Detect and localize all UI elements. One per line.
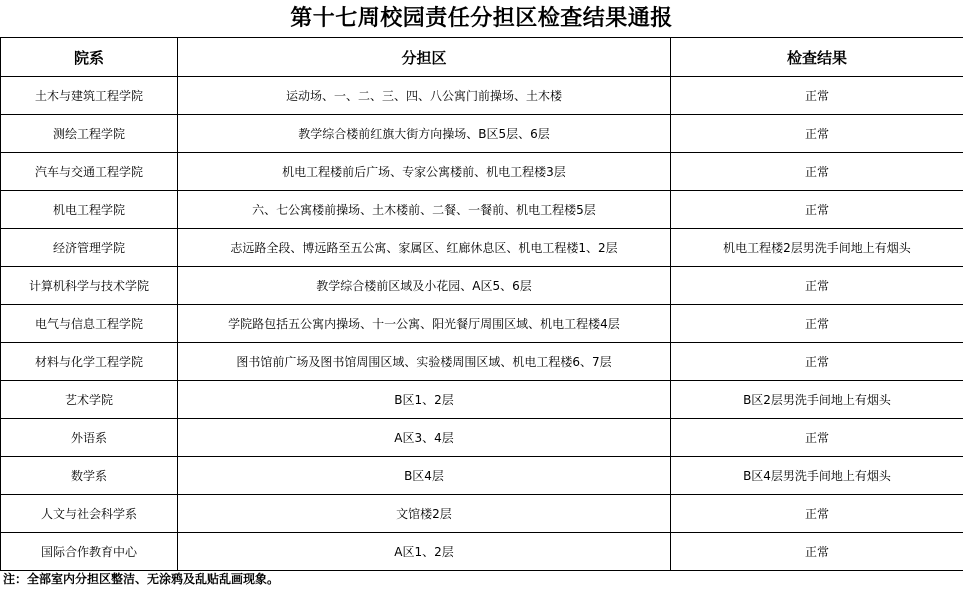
cell-result: 正常 <box>671 305 963 343</box>
table-row <box>1 457 963 495</box>
cell-result: B区4层男洗手间地上有烟头 <box>671 457 963 495</box>
cell-result: 机电工程楼2层男洗手间地上有烟头 <box>671 229 963 267</box>
cell-area: 六、七公寓楼前操场、土木楼前、二餐、一餐前、机电工程楼5层 <box>178 191 671 229</box>
cell-area: 教学综合楼前红旗大街方向操场、B区5层、6层 <box>178 115 671 153</box>
cell-area: A区1、2层 <box>178 533 671 571</box>
table-header-row <box>1 38 963 77</box>
cell-department: 人文与社会科学系 <box>1 495 178 533</box>
cell-area: 学院路包括五公寓内操场、十一公寓、阳光餐厅周围区域、机电工程楼4层 <box>178 305 671 343</box>
cell-department: 材料与化学工程学院 <box>1 343 178 381</box>
cell-area: 教学综合楼前区域及小花园、A区5、6层 <box>178 267 671 305</box>
cell-result: 正常 <box>671 153 963 191</box>
cell-area: B区4层 <box>178 457 671 495</box>
cell-result: 正常 <box>671 419 963 457</box>
cell-department: 国际合作教育中心 <box>1 533 178 571</box>
cell-result: 正常 <box>671 115 963 153</box>
table-row <box>1 533 963 571</box>
inspection-results-table <box>0 37 963 571</box>
header-department: 院系 <box>1 38 178 77</box>
table-row <box>1 419 963 457</box>
cell-department: 土木与建筑工程学院 <box>1 77 178 115</box>
table-row <box>1 115 963 153</box>
table-row <box>1 343 963 381</box>
cell-department: 测绘工程学院 <box>1 115 178 153</box>
table-row <box>1 305 963 343</box>
table-row <box>1 153 963 191</box>
header-responsibility-area: 分担区 <box>178 38 671 77</box>
page-title: 第十七周校园责任分担区检查结果通报 <box>290 5 673 31</box>
cell-department: 数学系 <box>1 457 178 495</box>
cell-area: 运动场、一、二、三、四、八公寓门前操场、土木楼 <box>178 77 671 115</box>
cell-department: 经济管理学院 <box>1 229 178 267</box>
cell-area: 志远路全段、博远路至五公寓、家属区、红廊休息区、机电工程楼1、2层 <box>178 229 671 267</box>
cell-result: B区2层男洗手间地上有烟头 <box>671 381 963 419</box>
header-inspection-result: 检查结果 <box>671 38 963 77</box>
cell-department: 电气与信息工程学院 <box>1 305 178 343</box>
table-row <box>1 381 963 419</box>
cell-department: 外语系 <box>1 419 178 457</box>
cell-department: 汽车与交通工程学院 <box>1 153 178 191</box>
cell-area: 文馆楼2层 <box>178 495 671 533</box>
cell-area: A区3、4层 <box>178 419 671 457</box>
cell-result: 正常 <box>671 495 963 533</box>
cell-department: 计算机科学与技术学院 <box>1 267 178 305</box>
footnote: 注：全部室内分担区整洁、无涂鸦及乱贴乱画现象。 <box>3 572 280 586</box>
cell-result: 正常 <box>671 343 963 381</box>
cell-result: 正常 <box>671 191 963 229</box>
cell-area: B区1、2层 <box>178 381 671 419</box>
cell-department: 艺术学院 <box>1 381 178 419</box>
cell-result: 正常 <box>671 77 963 115</box>
table-row <box>1 191 963 229</box>
cell-area: 机电工程楼前后广场、专家公寓楼前、机电工程楼3层 <box>178 153 671 191</box>
cell-result: 正常 <box>671 267 963 305</box>
table-row <box>1 267 963 305</box>
cell-result: 正常 <box>671 533 963 571</box>
table-row <box>1 77 963 115</box>
table-row <box>1 229 963 267</box>
cell-department: 机电工程学院 <box>1 191 178 229</box>
table-row <box>1 495 963 533</box>
cell-area: 图书馆前广场及图书馆周围区域、实验楼周围区域、机电工程楼6、7层 <box>178 343 671 381</box>
